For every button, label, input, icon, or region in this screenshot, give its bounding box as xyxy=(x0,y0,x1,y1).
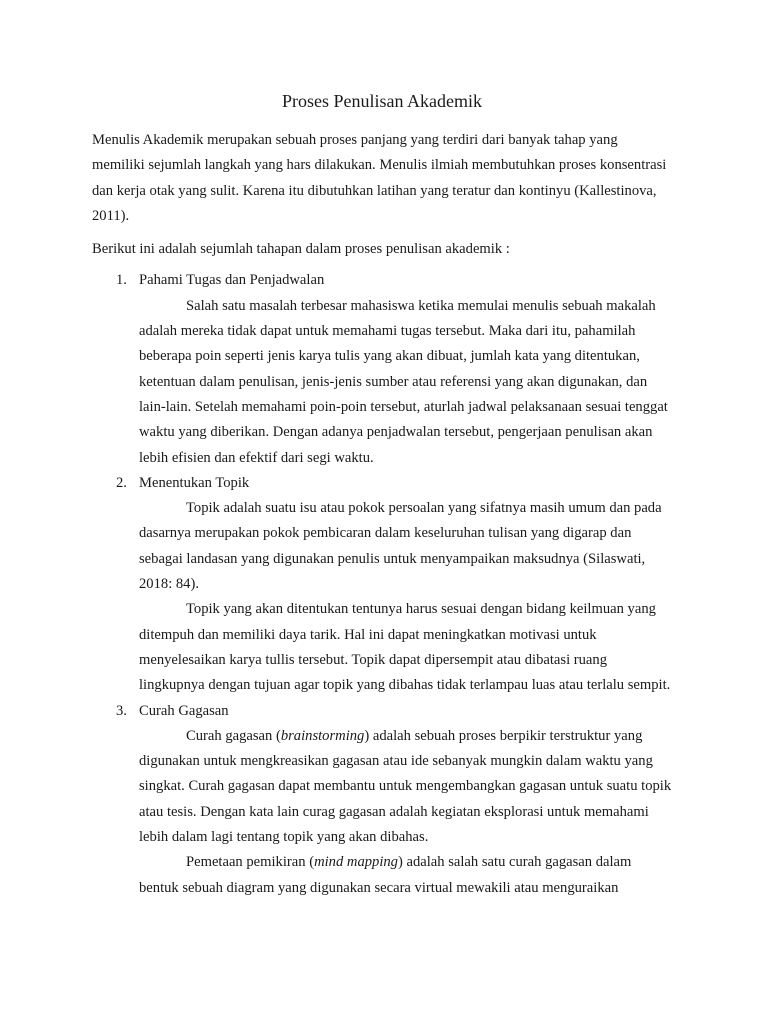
item-paragraph xyxy=(139,850,672,901)
item-heading: Pahami Tugas dan Penjadwalan xyxy=(139,272,325,289)
item-heading: Menentukan Topik xyxy=(139,474,250,491)
steps-list xyxy=(92,268,672,900)
item-paragraph: Topik yang akan ditentukan tentunya harus sesuai dengan bidang keilmuan yang ditempuh dan memiliki daya tarik. Hal ini dapat meningkatkan motivasi untuk menyelesaikan karya tullis tersebut. Topik dapat dipersempit atau dibatasi ruang lingkupnya dengan tujuan agar topik yang dibahas tidak terlampau luas atau terlalu sempit. xyxy=(139,601,671,694)
text-run: ) adalah salah satu curah gagasan dalam bentuk sebuah diagram yang digunakan secara virtual mewakili atau menguraikan xyxy=(139,854,632,896)
intro-paragraph: Menulis Akademik merupakan sebuah proses panjang yang terdiri dari banyak tahap yang memiliki sejumlah langkah yang hars dilakukan. Menulis ilmiah membutuhkan proses konsentrasi dan kerja otak yang sulit. Karena itu dibutuhkan latihan yang teratur dan kontinyu (Kallestinova, 2011). xyxy=(92,132,667,224)
text-run: ) adalah sebuah proses berpikir terstruktur yang digunakan untuk mengkreasikan gagasan atau ide sebanyak mungkin dalam waktu yang singkat. Curah gagasan dapat membantu untuk mengembangkan gagasan untuk suatu topik atau tesis. Dengan kata lain curag gagasan adalah kegiatan eksplorasi untuk memahami lebih dalam lagi tentang topik yang akan dibahas. xyxy=(139,727,672,846)
emphasis-term: brainstorming xyxy=(280,727,365,744)
list-item xyxy=(92,268,672,470)
item-paragraph xyxy=(139,724,672,850)
list-item xyxy=(92,699,672,901)
document-title: Proses Penulisan Akademik xyxy=(282,91,482,111)
text-run: Curah gagasan ( xyxy=(186,727,281,744)
item-paragraph: Topik adalah suatu isu atau pokok persoalan yang sifatnya masih umum dan pada dasarnya merupakan pokok pembicaran dalam keseluruhan tulisan yang digarap dan sebagai landasan yang digunakan penulis untuk menyampaikan maksudnya (Silaswati, 2018: 84). xyxy=(139,500,662,593)
document-body xyxy=(92,88,672,901)
item-paragraph: Salah satu masalah terbesar mahasiswa ketika memulai menulis sebuah makalah adalah mereka tidak dapat untuk memahami tugas tersebut. Maka dari itu, pahamilah beberapa poin seperti jenis karya tulis yang akan dibuat, jumlah kata yang ditentukan, ketentuan dalam penulisan, jenis-jenis sumber atau referensi yang akan digunakan, dan lain-lain. Setelah memahami poin-poin tersebut, aturlah jadwal pelaksanaan sesuai tenggat waktu yang diberikan. Dengan adanya penjadwalan tersebut, pengerjaan penulisan akan lebih efisien dan efektif dari segi waktu. xyxy=(139,297,668,466)
item-number: 3. xyxy=(116,702,127,719)
list-item xyxy=(92,471,672,699)
item-number: 1. xyxy=(116,272,127,289)
item-number: 2. xyxy=(116,474,127,491)
text-run: Pemetaan pemikiran ( xyxy=(186,854,315,871)
emphasis-term: mind mapping xyxy=(314,854,398,871)
item-heading: Curah Gagasan xyxy=(139,702,229,719)
lead-paragraph: Berikut ini adalah sejumlah tahapan dalam proses penulisan akademik : xyxy=(92,241,510,258)
